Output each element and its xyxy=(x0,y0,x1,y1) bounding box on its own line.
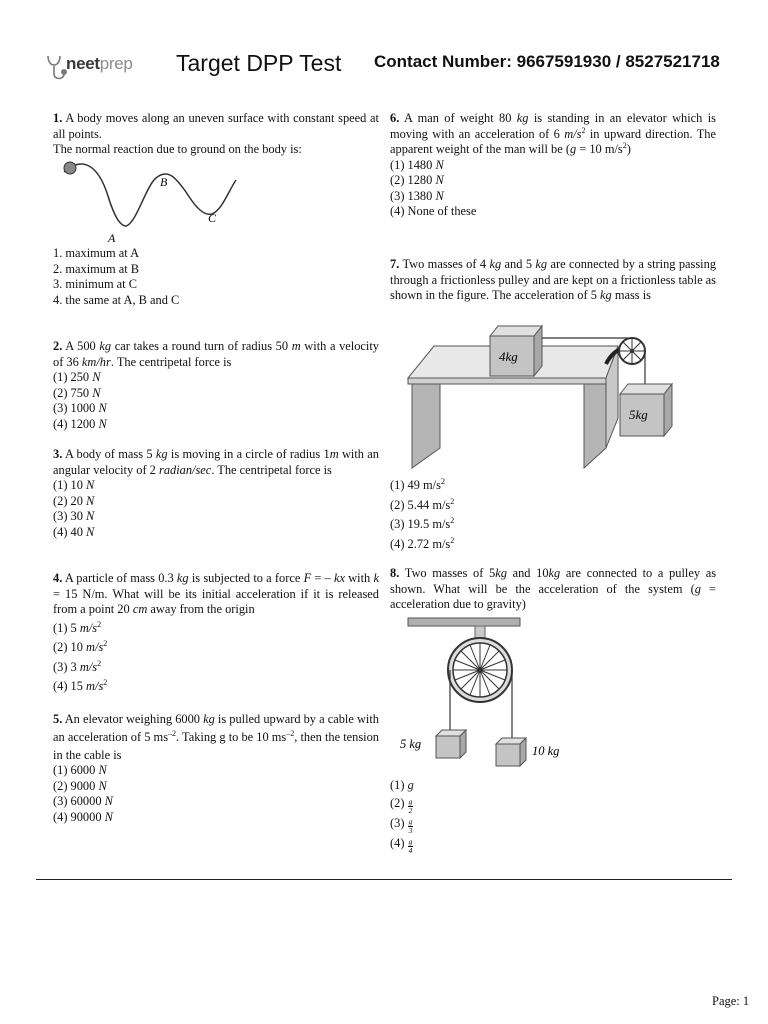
question-7 xyxy=(390,257,716,304)
option: (4) 40 N xyxy=(53,524,95,539)
q8-options xyxy=(390,777,414,855)
q6-text: 6. A man of weight 80 kg is standing in an elevator which is moving with an acceleration of 6 $m/s^2$ in upward direction. The apparent weight of the man will be (g = 10 $m/s^2$) xyxy=(390,111,716,156)
q1-options xyxy=(53,246,179,308)
q7-table-pulley-figure xyxy=(404,322,684,474)
pulley-wheel-icon xyxy=(619,338,645,364)
option: (2) 10 $m/s^2$ xyxy=(53,639,108,654)
option: (4) 15 $m/s^2$ xyxy=(53,678,108,693)
q4-text: 4. A particle of mass 0.3 kg is subjected to a force F = – kx with k = 15 N/m. What will be its initial acceleration if it is released from a point 20 cm away from the origin xyxy=(53,571,379,616)
option: (3) 3 $m/s^2$ xyxy=(53,658,102,674)
block-5kg xyxy=(436,730,466,758)
q5-text: 5. An elevator weighing 6000 kg is pulled upward by a cable with an acceleration of 5 $ms^{-2}$. Taking g to be 10 $ms^{-2}$, then the tension in the cable is xyxy=(53,712,380,762)
option: (4) $\frac{g}{4}$ xyxy=(390,835,413,855)
fig-label-10kg: 10 kg xyxy=(532,744,560,758)
option: (1) 250 N xyxy=(53,370,101,384)
option: (1) 49 $m/s^2$ xyxy=(390,477,445,492)
option: (1) 5 $m/s^2$ xyxy=(53,619,102,635)
svg-text:4kg: 4kg xyxy=(499,349,518,364)
question-6 xyxy=(390,111,716,220)
q1-wave-figure xyxy=(56,156,246,248)
page-number: Page: 1 xyxy=(712,994,750,1008)
question-8 xyxy=(390,566,716,613)
q5-options xyxy=(53,763,113,825)
option: (2) 20 N xyxy=(53,493,95,508)
q2-text: 2. A 500 kg car takes a round turn of radius 50 m with a velocity of 36 km/hr. The centripetal force is xyxy=(53,339,379,369)
option: (1) 1480 N xyxy=(390,157,444,172)
question-2 xyxy=(53,339,379,432)
option: 4. the same at A, B and C xyxy=(53,292,180,307)
option: (3) 1380 N xyxy=(390,188,444,203)
block-4kg xyxy=(490,326,542,376)
block-5kg xyxy=(620,384,672,436)
option: (2) 5.44 $m/s^2$ xyxy=(390,496,455,512)
q1-text: 1. A body moves along an uneven surface with constant speed at all points. xyxy=(53,111,379,141)
option: (1) 6000 N xyxy=(53,763,107,777)
option: (2) $\frac{g}{2}$ xyxy=(390,795,413,815)
option: (3) 19.5 $m/s^2$ xyxy=(390,516,455,531)
option: (3) 30 N xyxy=(53,509,95,523)
question-5 xyxy=(53,710,379,764)
svg-text:5kg: 5kg xyxy=(629,407,648,422)
option: (4) None of these xyxy=(390,204,477,218)
q8-pulley-figure xyxy=(396,616,586,774)
option: (4) 90000 N xyxy=(53,809,113,824)
q7-text: 7. Two masses of 4 kg and 5 kg are connected by a string passing through a frictionless pulley and are kept on a frictionless table as shown in the figure. The acceleration of 5 kg mass is xyxy=(390,257,717,302)
option: (2) 750 N xyxy=(53,385,101,400)
option: (2) 1280 N xyxy=(390,173,444,187)
fig-label-c: C xyxy=(208,211,217,225)
option: (3) 1000 N xyxy=(53,401,107,415)
q7-options xyxy=(390,476,454,554)
option: 2. maximum at B xyxy=(53,261,140,276)
option: (3) $\frac{g}{3}$ xyxy=(390,815,413,835)
question-3 xyxy=(53,447,379,540)
option: (3) 60000 N xyxy=(53,794,113,808)
option: 1. maximum at A xyxy=(53,246,140,260)
logo-wordmark: neetprep xyxy=(66,54,133,73)
fig-label-b: B xyxy=(160,175,168,189)
pulley-wheel-icon xyxy=(448,638,512,702)
fig-label-a: A xyxy=(108,231,116,245)
option: (2) 9000 N xyxy=(53,778,107,793)
q1-text-2: The normal reaction due to ground on the body is: xyxy=(53,142,302,156)
q8-text: 8. Two masses of 5kg and 10kg are connected to a pulley as shown. What will be the acceleration of the system (g = acceleration due to gravity) xyxy=(390,566,717,611)
question-1 xyxy=(53,111,379,158)
stethoscope-icon xyxy=(48,56,66,79)
footer-divider xyxy=(36,879,732,880)
option: (4) 2.72 $m/s^2$ xyxy=(390,535,455,551)
ball xyxy=(64,162,76,174)
contact-number: Contact Number: 9667591930 / 8527521718 xyxy=(374,52,720,71)
fig-label-5kg: 5 kg xyxy=(400,737,422,751)
option: (1) 10 N xyxy=(53,478,95,492)
question-4 xyxy=(53,571,379,695)
block-10kg xyxy=(496,738,526,766)
page-title: Target DPP Test xyxy=(176,50,342,76)
q3-text: 3. A body of mass 5 kg is moving in a circle of radius 1m with an angular velocity of 2 radian/sec. The centripetal force is xyxy=(53,447,380,477)
option: (1) g xyxy=(390,778,414,792)
option: 3. minimum at C xyxy=(53,277,137,291)
option: (4) 1200 N xyxy=(53,416,107,431)
